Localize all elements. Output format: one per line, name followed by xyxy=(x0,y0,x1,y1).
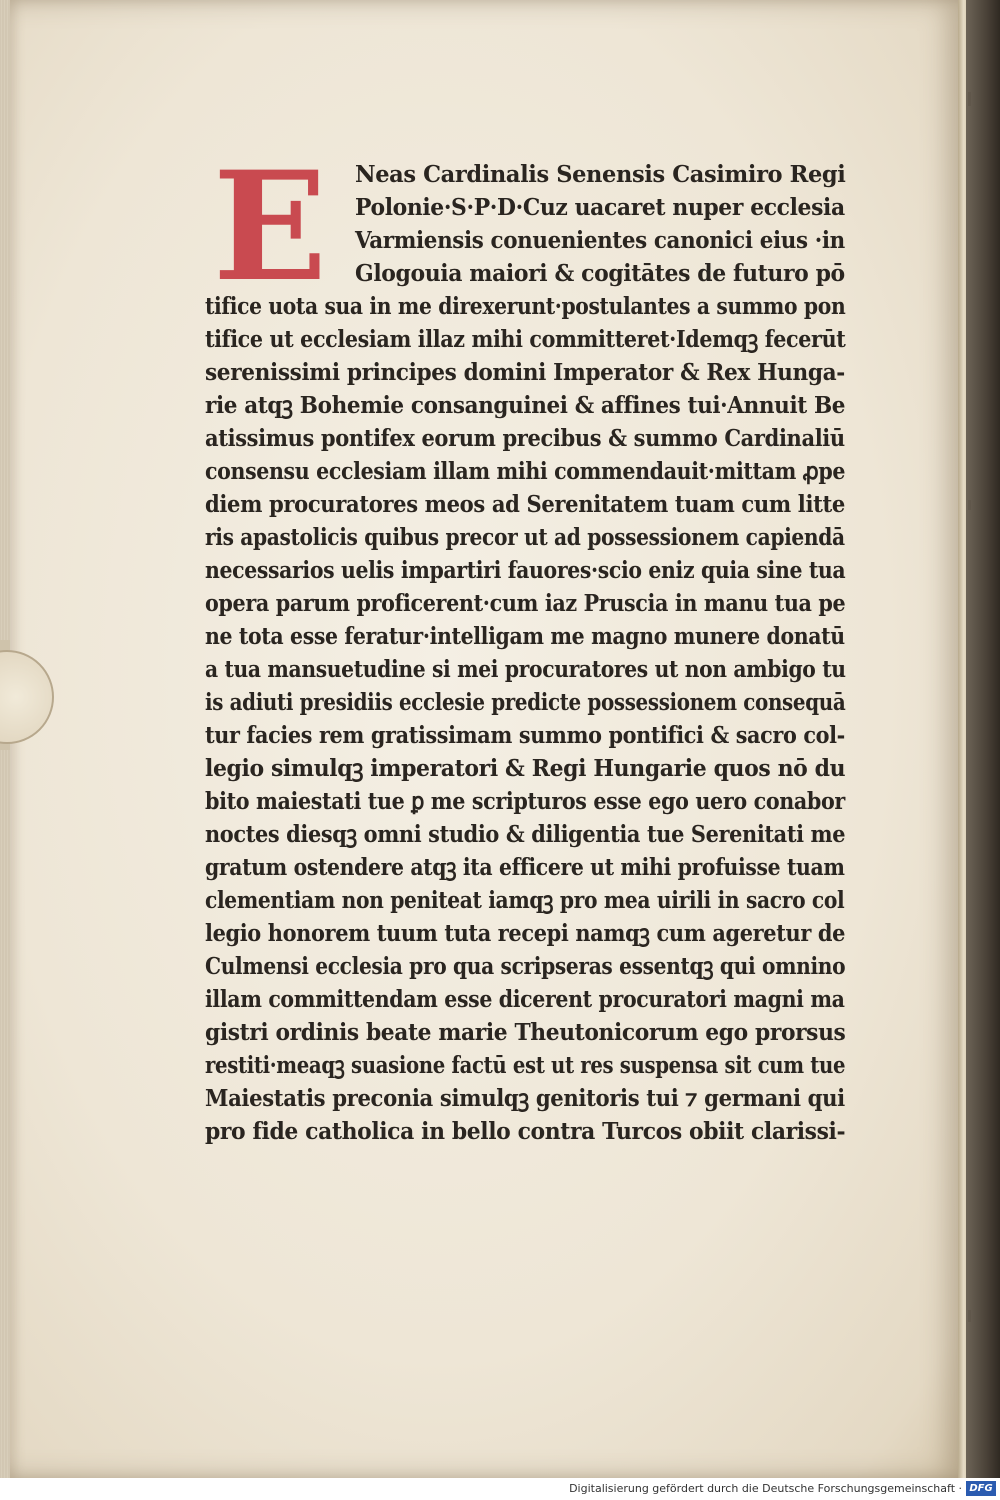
text-line: gistri ordinis beate marie Theutonicorum ego prorsus xyxy=(205,1019,846,1046)
text-line: clementiam non peniteat iamqꝫ pro mea uirili in sacro col xyxy=(205,887,845,914)
red-initial-letter: E xyxy=(212,139,328,315)
text-line: atissimus pontifex eorum precibus & summo Cardinaliū xyxy=(205,425,845,452)
background-right xyxy=(966,0,1000,1478)
footer-bar xyxy=(0,1478,1000,1500)
text-line: consensu ecclesiam illam mihi commendauit·mittam ꝓpe xyxy=(205,458,846,485)
text-line: tur facies rem gratissimam summo pontifici & sacro col- xyxy=(205,722,845,749)
text-line: ris apastolicis quibus precor ut ad possessionem capiendā xyxy=(205,524,845,551)
text-line: tifice uota sua in me direxerunt·postulantes a summo pon xyxy=(205,293,846,320)
text-line: rie atqꝫ Bohemie consanguinei & affines tui·Annuit Be xyxy=(205,392,846,419)
text-line: legio honorem tuum tuta recepi namqꝫ cum ageretur de xyxy=(205,920,846,947)
text-line: opera parum proficerent·cum iaz Pruscia in manu tua pe xyxy=(205,590,846,617)
text-line: bito maiestati tue ꝑ me scripturos esse ego uero conabor xyxy=(205,788,845,815)
text-line: Neas Cardinalis Senensis Casimiro Regi xyxy=(355,161,846,188)
margin-mark xyxy=(968,500,971,510)
text-line: pro fide catholica in bello contra Turcos obiit clarissi- xyxy=(205,1118,846,1145)
text-line: tifice ut ecclesiam illaz mihi committeret·Idemqꝫ fecerūt xyxy=(205,326,846,353)
text-line: Culmensi ecclesia pro qua scripseras essentqꝫ qui omnino xyxy=(205,953,846,980)
text-line: Maiestatis preconia simulqꝫ genitoris tui ⁊ germani qui xyxy=(205,1085,845,1112)
text-line: is adiuti presidiis ecclesie predicte possessionem consequā xyxy=(205,689,846,716)
text-line: a tua mansuetudine si mei procuratores ut non ambigo tu xyxy=(205,656,846,683)
text-line: Glogouia maiori & cogitātes de futuro pō xyxy=(355,260,845,287)
text-line: necessarios uelis impartiri fauores·scio eniz quia sine tua xyxy=(205,557,846,584)
text-line: noctes diesqꝫ omni studio & diligentia tue Serenitati me xyxy=(205,821,846,848)
funding-credit: Digitalisierung gefördert durch die Deutsche Forschungsgemeinschaft · xyxy=(569,1482,962,1495)
text-line: ne tota esse feratur·intelligam me magno munere donatū xyxy=(205,623,845,650)
dfg-logo: DFG xyxy=(966,1481,996,1496)
text-line: diem procuratores meos ad Serenitatem tuam cum litte xyxy=(205,491,845,518)
text-line: Varmiensis conuenientes canonici eius ·in xyxy=(355,227,845,254)
text-line: legio simulqꝫ imperatori & Regi Hungarie quos nō du xyxy=(205,755,846,782)
text-line: serenissimi principes domini Imperator & Rex Hunga- xyxy=(205,359,845,386)
text-line: illam committendam esse dicerent procuratori magni ma xyxy=(205,986,845,1013)
text-line: restiti·meaqꝫ suasione factū est ut res suspensa sit cum tue xyxy=(205,1052,846,1079)
text-line: Polonie·S·P·D·Cuz uacaret nuper ecclesia xyxy=(355,194,845,221)
margin-mark xyxy=(968,1310,971,1322)
margin-mark xyxy=(968,92,971,106)
text-line: gratum ostendere atqꝫ ita efficere ut mihi profuisse tuam xyxy=(205,854,845,881)
